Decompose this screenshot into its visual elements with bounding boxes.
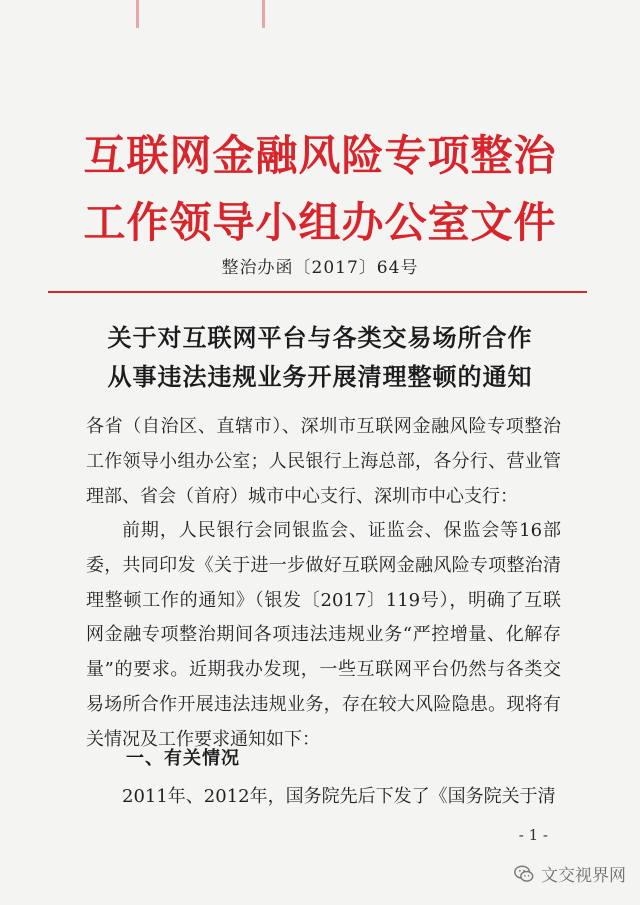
notice-title-line-2: 从事违法违规业务开展清理整顿的通知: [107, 362, 533, 391]
recipients-paragraph: [86, 410, 561, 514]
document-number: 整治办函〔2017〕64号: [221, 258, 419, 278]
section-1-paragraph: [86, 780, 561, 815]
source-watermark: [513, 861, 626, 886]
top-edge-mark-right: [262, 0, 265, 28]
body-paragraph-1: [86, 514, 561, 758]
notice-title-line-1: 关于对互联网平台与各类交易场所合作: [107, 323, 533, 352]
red-separator-rule: [48, 291, 587, 293]
wechat-icon: [513, 863, 535, 885]
issuing-organization-line-2: 工作领导小组办公室文件: [83, 198, 557, 247]
recipients-text: 各省（自治区、直辖市）、深圳市互联网金融风险专项整治工作领导小组办公室；人民银行上海总部，各分行、营业管理部、省会（首府）城市中心支行、深圳市中心支行：: [86, 416, 561, 507]
section-heading-1: 一、有关情况: [126, 748, 240, 769]
body-paragraph-1-text: 前期，人民银行会同银监会、证监会、保监会等16部委，共同印发《关于进一步做好互联网金融风险专项整治清理整顿工作的通知》（银发〔2017〕119号），明确了互联网金融专项整治期间各项违法违规业务“严控增量、化解存量”的要求。近期我办发现，一些互联网平台仍然与各类交易场所合作开展违法违规业务，存在较大风险隐患。现将有关情况及工作要求通知如下：: [86, 520, 561, 750]
page-number: - 1 -: [518, 826, 548, 844]
watermark-text: 文交视界网: [541, 866, 626, 886]
section-1-text: 2011年、2012年，国务院先后下发了《国务院关于清: [122, 786, 556, 807]
top-edge-mark-left: [136, 0, 139, 28]
issuing-organization-line-1: 互联网金融风险专项整治: [83, 131, 557, 180]
